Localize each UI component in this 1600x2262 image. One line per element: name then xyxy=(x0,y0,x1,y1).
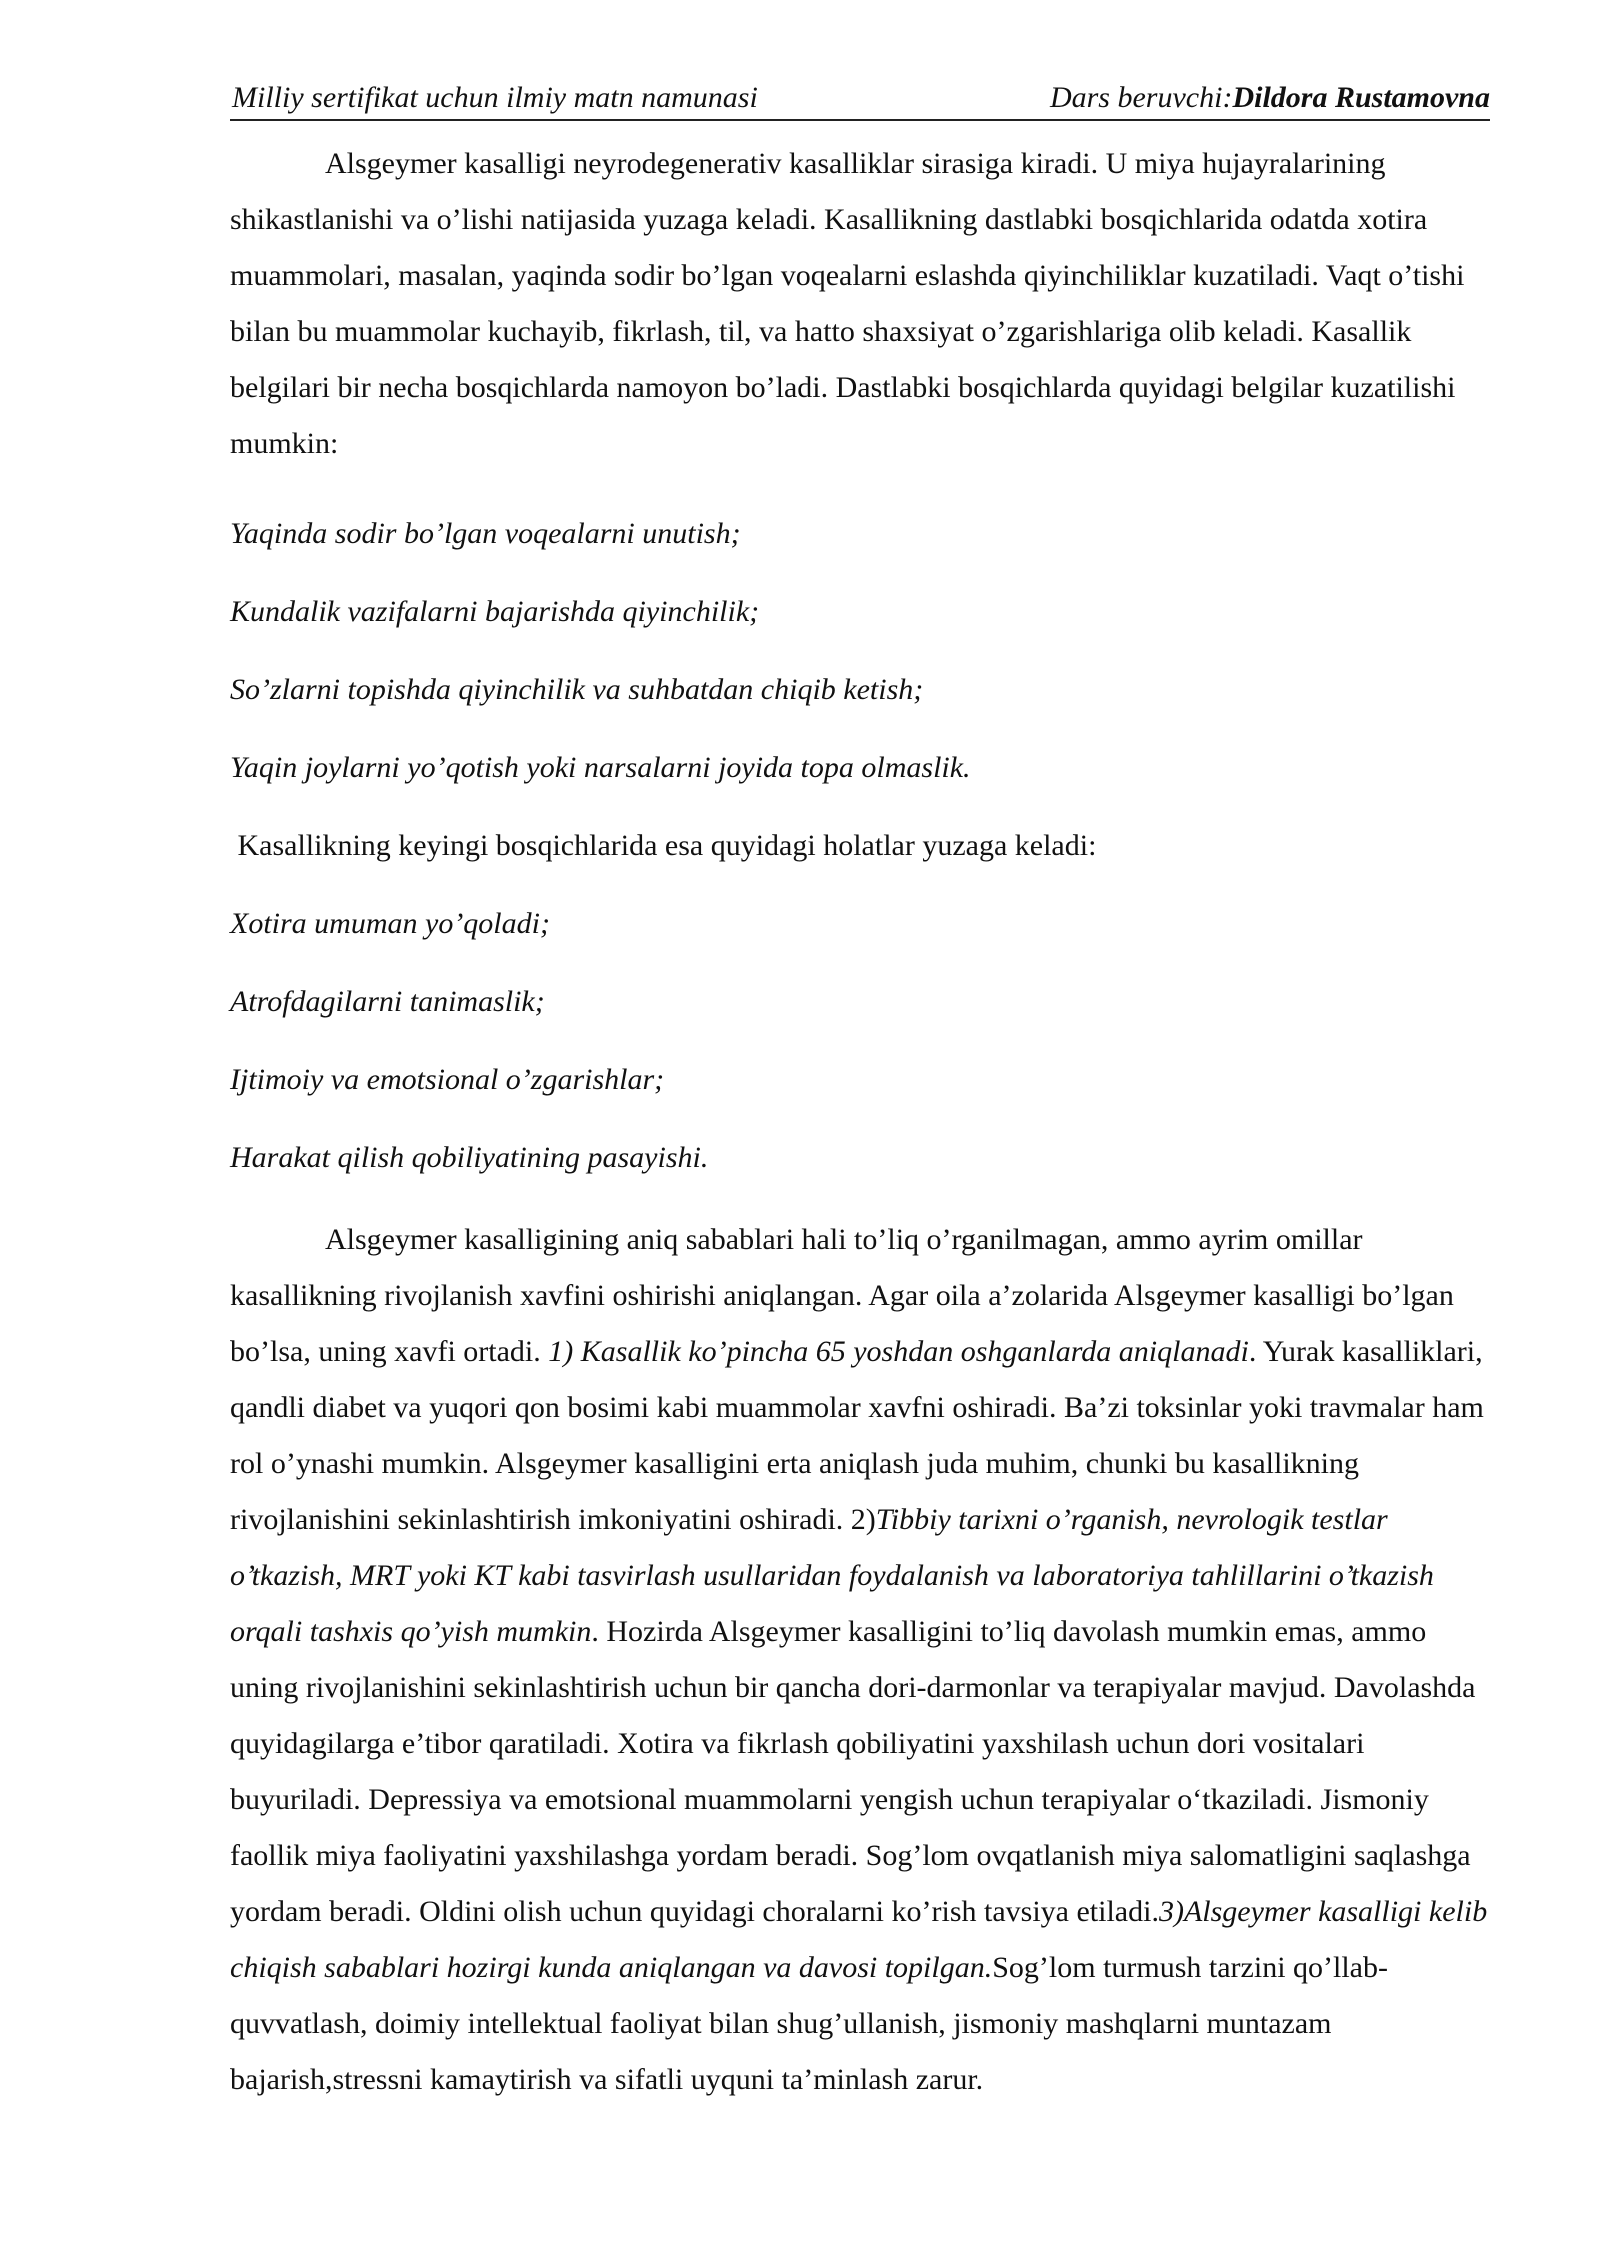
main-text-2: . Yurak kasalliklari, qandli diabet va yuqori qon bosimi kabi muammolar xavfni oshiradi. Ba’zi toksinlar yoki travmalar ham rol o’ynashi mumkin. Alsgeymer kasalligini erta aniqlash juda muhim, chunki bu kasallikning rivojlanishini sekinlashtirish imkoniyatini oshiradi. 2) xyxy=(230,1335,1484,1536)
document-body xyxy=(230,136,1492,2108)
later-sign-item: Xotira umuman yo’qoladi; xyxy=(230,907,550,940)
early-sign-item: Kundalik vazifalarni bajarishda qiyinchilik; xyxy=(230,595,760,628)
early-sign-item: So’zlarni topishda qiyinchilik va suhbatdan chiqib ketish; xyxy=(230,673,924,706)
main-text-4: Sog’lom turmush tarzini qo’llab-quvvatlash, doimiy intellektual faoliyat bilan shug’ullanish, jismoniy mashqlarni muntazam bajarish,stressni kamaytirish va sifatli uyquni ta’minlash zarur. xyxy=(230,1951,1388,2096)
header-teacher-label: Dars beruvchi: xyxy=(1049,81,1233,114)
main-paragraph xyxy=(230,1212,1492,2108)
header-divider xyxy=(230,119,1490,121)
header-teacher-name: Dildora Rustamovna xyxy=(1232,81,1490,114)
header-title: Milliy sertifikat uchun ilmiy matn namunasi xyxy=(232,81,758,114)
main-italic-3: 3)Alsgeymer kasalligi kelib chiqish sabablari hozirgi kunda aniqlangan va davosi topilgan. xyxy=(230,1895,1488,1984)
later-sign-item: Ijtimoiy va emotsional o’zgarishlar; xyxy=(230,1063,665,1096)
intro-paragraph: Alsgeymer kasalligi neyrodegenerativ kasalliklar sirasiga kiradi. U miya hujayralarining shikastlanishi va o’lishi natijasida yuzaga keladi. Kasallikning dastlabki bosqichlarida odatda xotira muammolari, masalan, yaqinda sodir bo’lgan voqealarni eslashda qiyinchiliklar kuzatiladi. Vaqt o’tishi bilan bu muammolar kuchayib, fikrlash, til, va hatto shaxsiyat o’zgarishlariga olib keladi. Kasallik belgilari bir necha bosqichlarda namoyon bo’ladi. Dastlabki bosqichlarda quyidagi belgilar kuzatilishi mumkin: xyxy=(230,147,1465,460)
later-sign-item: Atrofdagilarni tanimaslik; xyxy=(230,985,545,1018)
page-header xyxy=(230,78,1490,118)
early-sign-item: Yaqinda sodir bo’lgan voqealarni unutish; xyxy=(230,517,741,550)
main-text-1: Alsgeymer kasalligining aniq sabablari hali to’liq o’rganilmagan, ammo ayrim omillar kasallikning rivojlanish xavfini oshirishi aniqlangan. Agar oila a’zolarida Alsgeymer kasalligi bo’lgan bo’lsa, uning xavfi ortadi. xyxy=(230,1223,1454,1368)
header-teacher xyxy=(1050,78,1490,118)
main-italic-1: 1) Kasallik ko’pincha 65 yoshdan oshganlarda aniqlanadi xyxy=(548,1335,1249,1368)
main-italic-2: Tibbiy tarixni o’rganish, nevrologik testlar o’tkazish, MRT yoki KT kabi tasvirlash usullaridan foydalanish va laboratoriya tahlillarini o’tkazish orqali tashxis qo’yish mumkin xyxy=(230,1503,1434,1648)
main-text-3: . Hozirda Alsgeymer kasalligini to’liq davolash mumkin emas, ammo uning rivojlanishini sekinlashtirish uchun bir qancha dori-darmonlar va terapiyalar mavjud. Davolashda quyidagilarga e’tibor qaratiladi. Xotira va fikrlash qobiliyatini yaxshilash uchun dori vositalari buyuriladi. Depressiya va emotsional muammolarni yengish uchun terapiyalar o‘tkaziladi. Jismoniy faollik miya faoliyatini yaxshilashga yordam beradi. Sog’lom ovqatlanish miya salomatligini saqlashga yordam beradi. Oldini olish uchun quyidagi choralarni ko’rish tavsiya etiladi. xyxy=(230,1615,1476,1928)
later-sign-item: Harakat qilish qobiliyatining pasayishi. xyxy=(230,1141,709,1174)
later-stage-lead: Kasallikning keyingi bosqichlarida esa quyidagi holatlar yuzaga keladi: xyxy=(230,829,1097,862)
early-sign-item: Yaqin joylarni yo’qotish yoki narsalarni joyida topa olmaslik. xyxy=(230,751,971,784)
